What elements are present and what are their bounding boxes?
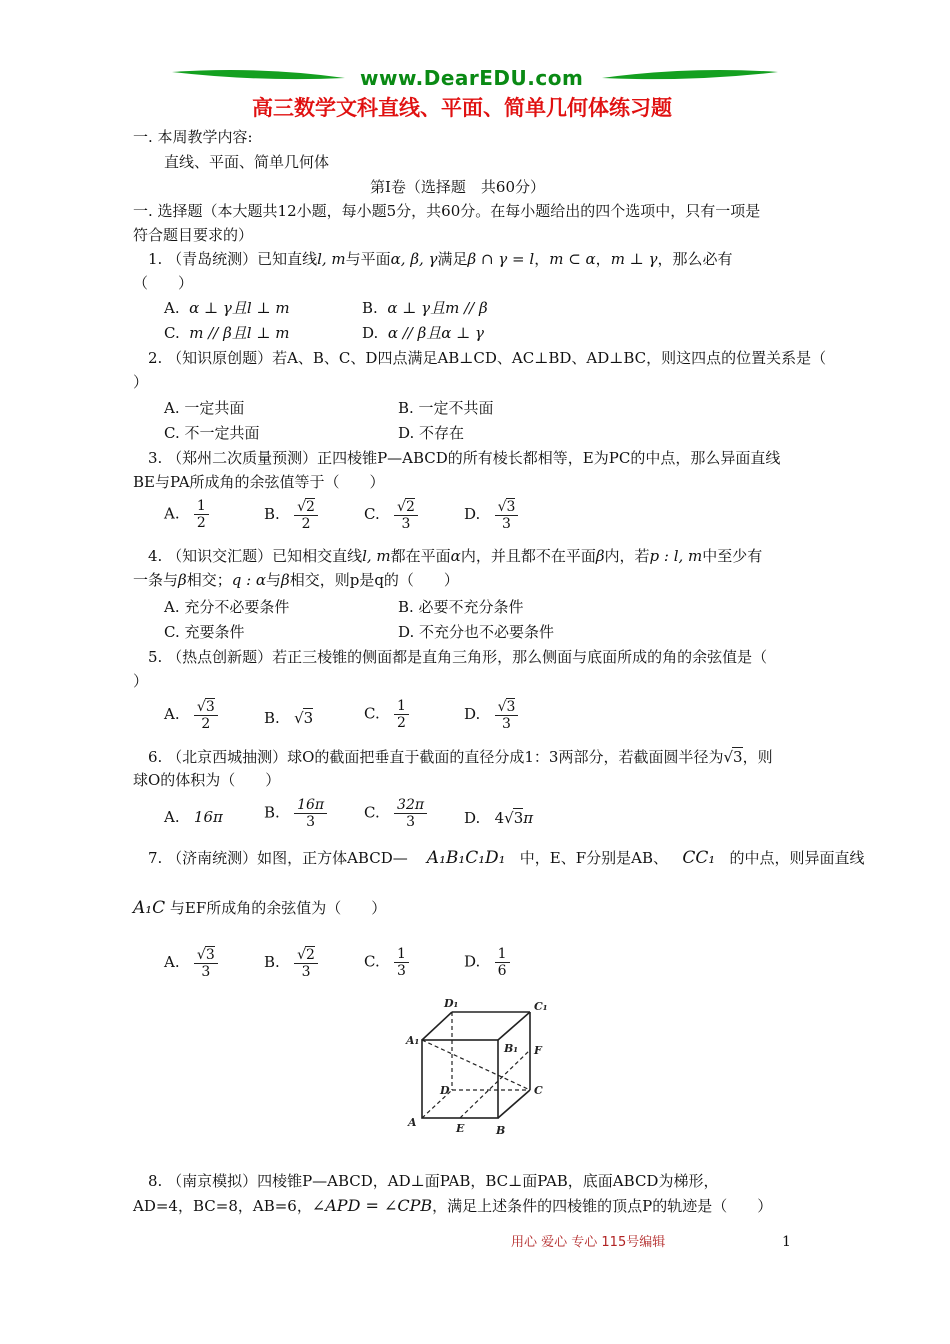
question-3-option-c: C. $\frac{√2}{3}$: [364, 498, 418, 532]
question-5-option-d: D. $\frac{√3}{3}$: [464, 698, 518, 732]
question-2-stem-end: ）: [133, 373, 149, 391]
cube-label-e: E: [456, 1122, 465, 1135]
question-2-option-b: B. 一定不共面: [398, 399, 494, 417]
question-4-stem: 4. （知识交汇题）已知相交直线l, m都在平面α内，并且都不在平面β内，若p : l, m中至少有: [148, 547, 763, 565]
question-1-option-a: A. α ⊥ γ且l ⊥ m: [164, 299, 290, 317]
question-6-stem-2: 球O的体积为（ ）: [133, 771, 281, 789]
intro-heading: 一. 本周教学内容:: [133, 128, 253, 146]
question-7-option-d: D. $\frac{1}{6}$: [464, 946, 510, 979]
question-6-option-c: C. $\frac{32\pi}{3}$: [364, 797, 427, 830]
question-7-stem: 7. （济南统测）如图，正方体ABCD— A₁B₁C₁D₁ 中，E、F分别是AB、 CC₁ 的中点，则异面直线: [148, 848, 865, 868]
question-3-option-a: A. $\frac{1}{2}$: [164, 498, 209, 531]
question-4-stem-2: 一条与β相交；q : α与β相交，则p是q的（ ）: [133, 571, 459, 589]
question-2-option-c: C. 不一定共面: [164, 424, 260, 442]
question-5-stem-end: ）: [133, 672, 149, 690]
question-1-option-b: B. α ⊥ γ且m // β: [362, 299, 488, 317]
cube-label-b1: B₁: [504, 1042, 519, 1055]
question-7-stem-2: A₁C 与EF所成角的余弦值为（ ）: [133, 898, 387, 918]
question-1-option-d: D. α // β且α ⊥ γ: [362, 324, 484, 342]
question-1-option-c: C. m // β且l ⊥ m: [164, 324, 290, 342]
question-2-stem: 2. （知识原创题）若A、B、C、D四点满足AB⊥CD、AC⊥BD、AD⊥BC，则这四点的位置关系是（: [148, 349, 827, 367]
cube-label-f: F: [534, 1044, 542, 1057]
section-instructions-1: 一. 选择题（本大题共12小题，每小题5分，共60分。在每小题给出的四个选项中，只有一项是: [133, 202, 761, 220]
cube-label-d: D: [440, 1084, 450, 1097]
volume-heading: 第Ⅰ卷（选择题 共60分）: [370, 178, 546, 196]
cube-figure: [400, 990, 560, 1140]
question-3-option-d: D. $\frac{√3}{3}$: [464, 498, 518, 532]
question-5-option-b: B. √3: [264, 709, 314, 727]
question-2-option-a: A. 一定共面: [164, 399, 245, 417]
question-4-option-a: A. 充分不必要条件: [164, 598, 290, 616]
cube-label-d1: D₁: [444, 997, 459, 1010]
section-instructions-2: 符合题目要求的）: [133, 226, 254, 244]
question-3-stem-2: BE与PA所成角的余弦值等于（ ）: [133, 473, 385, 491]
page-title: 高三数学文科直线、平面、简单几何体练习题: [252, 96, 672, 120]
cube-label-b: B: [496, 1124, 506, 1137]
page-number: 1: [782, 1234, 791, 1250]
question-4-option-b: B. 必要不充分条件: [398, 598, 524, 616]
question-6-option-a: A. 16π: [164, 808, 223, 826]
question-1-paren: （ ）: [133, 274, 194, 292]
question-3-stem: 3. （郑州二次质量预测）正四棱锥P—ABCD的所有棱长都相等，E为PC的中点，那么异面直线: [148, 449, 781, 467]
question-7-option-c: C. $\frac{1}{3}$: [364, 946, 409, 979]
question-4-option-c: C. 充要条件: [164, 623, 245, 641]
cube-label-a1: A₁: [406, 1034, 420, 1047]
question-5-option-a: A. $\frac{√3}{2}$: [164, 698, 218, 732]
question-2-option-d: D. 不存在: [398, 424, 465, 442]
question-5-option-c: C. $\frac{1}{2}$: [364, 698, 409, 731]
question-5-stem: 5. （热点创新题）若正三棱锥的侧面都是直角三角形，那么侧面与底面所成的角的余弦值是（: [148, 648, 768, 666]
question-6-stem: 6. （北京西城抽测）球O的截面把垂直于截面的直径分成1：3两部分，若截面圆半径为√3，则: [148, 748, 773, 766]
cube-label-a: A: [408, 1116, 417, 1129]
cube-label-c1: C₁: [534, 1000, 548, 1013]
question-4-option-d: D. 不充分也不必要条件: [398, 623, 555, 641]
question-6-option-b: B. $\frac{16\pi}{3}$: [264, 797, 327, 830]
cube-label-c: C: [534, 1084, 543, 1097]
question-6-option-d: D. 4√3π: [464, 809, 534, 827]
site-name: www.DearEDU.com: [360, 66, 584, 90]
question-7-option-b: B. $\frac{√2}{3}$: [264, 946, 318, 980]
question-1-stem: 1. （青岛统测）已知直线l, m与平面α, β, γ满足β ∩ γ = l，m ⊂ α，m ⊥ γ，那么必有: [148, 250, 733, 268]
footer-text: 用心 爱心 专心 115号编辑: [511, 1235, 666, 1250]
question-3-option-b: B. $\frac{√2}{2}$: [264, 498, 318, 532]
question-8-stem: 8. （南京模拟）四棱锥P—ABCD，AD⊥面PAB，BC⊥面PAB，底面ABCD为梯形，: [148, 1172, 719, 1190]
question-8-stem-2: AD=4，BC=8，AB=6，∠APD = ∠CPB，满足上述条件的四棱锥的顶点P的轨迹是（ ）: [133, 1196, 773, 1215]
question-7-option-a: A. $\frac{√3}{3}$: [164, 946, 218, 980]
intro-topic: 直线、平面、简单几何体: [164, 153, 330, 171]
